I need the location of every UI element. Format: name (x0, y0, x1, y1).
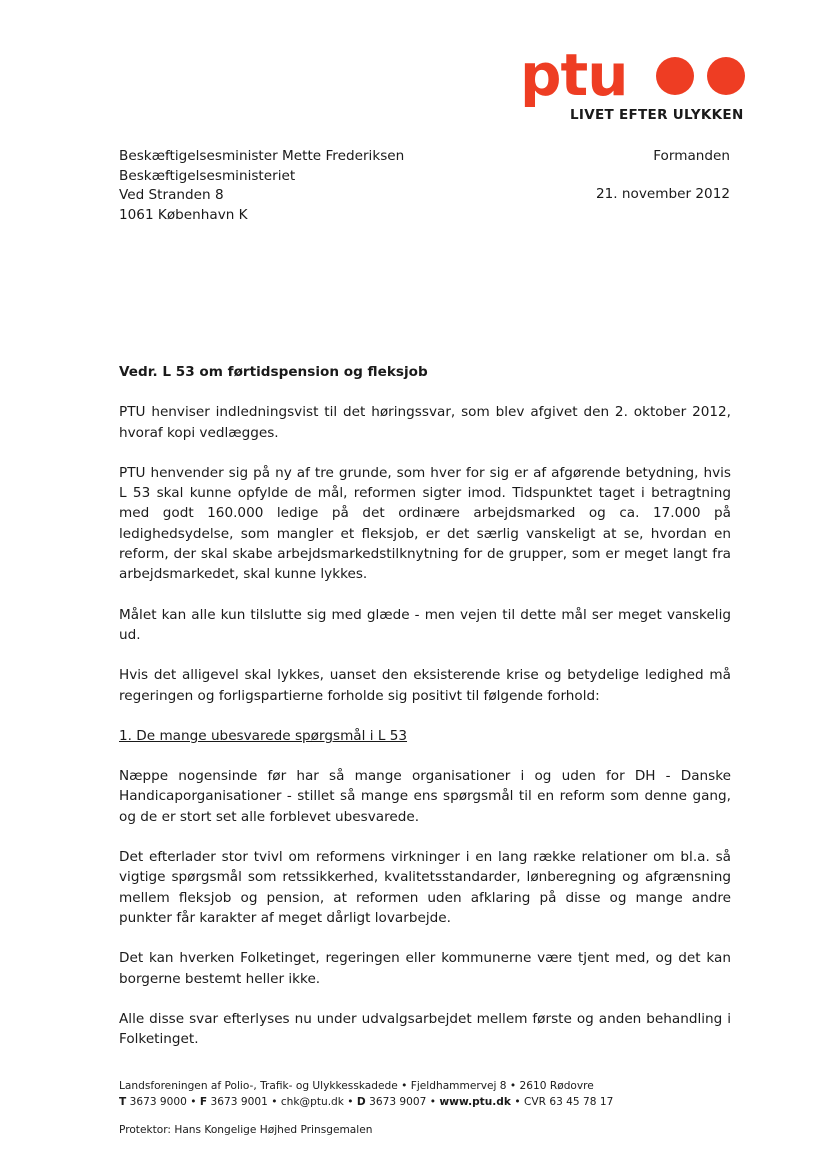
fax-label: F (199, 1096, 208, 1108)
direct-number: 3673 9007 (369, 1096, 427, 1108)
recipient-address (119, 147, 404, 225)
paragraph: Næppe nogensinde før har så mange organisationer i og uden for DH - Danske Handicaporganisationer - stillet så mange ens spørgsmål til en reform som denne gang, og de er stort set alle forblevet ubesvarede. (119, 768, 731, 825)
recipient-line: Beskæftigelsesminister Mette Frederiksen (119, 148, 405, 164)
logo-dot-icon (707, 57, 745, 95)
tel-label: T (119, 1096, 127, 1108)
section-heading: 1. De mange ubesvarede spørgsmål i L 53 (119, 727, 408, 744)
paragraph: Det efterlader stor tvivl om reformens virkninger i en lang række relationer om bl.a. så vigtige spørgsmål som retssikkerhed, kvalitetsstandarder, lønberegning og afgrænsning mellem fleksjob og pension, at reformen uden afklaring på disse og mange andre punkter får karakter af meget dårligt lovarbejde. (119, 849, 731, 926)
ptu-logo (520, 41, 745, 126)
fax-number: 3673 9001 (210, 1096, 268, 1108)
recipient-line: 1061 København K (119, 206, 248, 223)
footer-protektor: Protektor: Hans Kongelige Højhed Prinsgemalen (119, 1124, 373, 1136)
sender-role: Formanden (653, 148, 730, 164)
logo-tagline: LIVET EFTER ULYKKEN (570, 107, 744, 123)
subject-line: Vedr. L 53 om førtidspension og fleksjob (119, 364, 428, 380)
paragraph: Det kan hverken Folketinget, regeringen eller kommunerne være tjent med, og det kan borgerne bestemt heller ikke. (119, 950, 731, 987)
letterhead-footer (119, 1078, 613, 1138)
website-link[interactable]: www.ptu.dk (439, 1096, 511, 1108)
email-link[interactable]: chk@ptu.dk (280, 1096, 344, 1108)
paragraph: Målet kan alle kun tilslutte sig med glæde - men vejen til dette mål ser meget vanskelig ud. (119, 606, 731, 643)
logo-wordmark: ptu (520, 41, 628, 109)
cvr-number: CVR 63 45 78 17 (523, 1096, 614, 1108)
paragraph: Alle disse svar efterlyses nu under udvalgsarbejdet mellem første og anden behandling i Folketinget. (119, 1010, 731, 1048)
paragraph: PTU henvender sig på ny af tre grunde, som hver for sig er af afgørende betydning, hvis L 53 skal kunne opfylde de mål, reformen sigter imod. Tidspunktet taget i betragtning med godt 160.000 ledige på det ordinære arbejdsmarked og ca. 17.000 på ledighedsydelse, som mangler et fleksjob, er det særlig vanskeligt at se, hvordan en reform, der skal skabe arbejdsmarkedstilknytning for de grupper, som er meget langt fra arbejdsmarkedet, skal kunne lykkes. (119, 464, 731, 583)
recipient-line: Beskæftigelsesministeriet (119, 167, 296, 184)
recipient-line: Ved Stranden 8 (119, 187, 224, 203)
letter-date: 21. november 2012 (595, 186, 730, 202)
direct-label: D (356, 1096, 366, 1108)
paragraph: PTU henviser indledningsvist til det høringssvar, som blev afgivet den 2. oktober 2012, hvoraf kopi vedlægges. (119, 404, 731, 441)
logo-dot-icon (656, 57, 694, 95)
letter-body (119, 362, 731, 1069)
tel-number: 3673 9000 (129, 1096, 187, 1108)
footer-contact-line: T 3673 9000 • F 3673 9001 • chk@ptu.dk • D 3673 9007 • www.ptu.dk • CVR 63 45 78 17 (119, 1096, 614, 1108)
paragraph: Hvis det alligevel skal lykkes, uanset den eksisterende krise og betydelige ledighed må regeringen og forligspartierne forholde sig positivt til følgende forhold: (119, 667, 731, 704)
footer-org-line: Landsforeningen af Polio-, Trafik- og Ulykkesskadede • Fjeldhammervej 8 • 2610 Rødovre (119, 1080, 594, 1092)
